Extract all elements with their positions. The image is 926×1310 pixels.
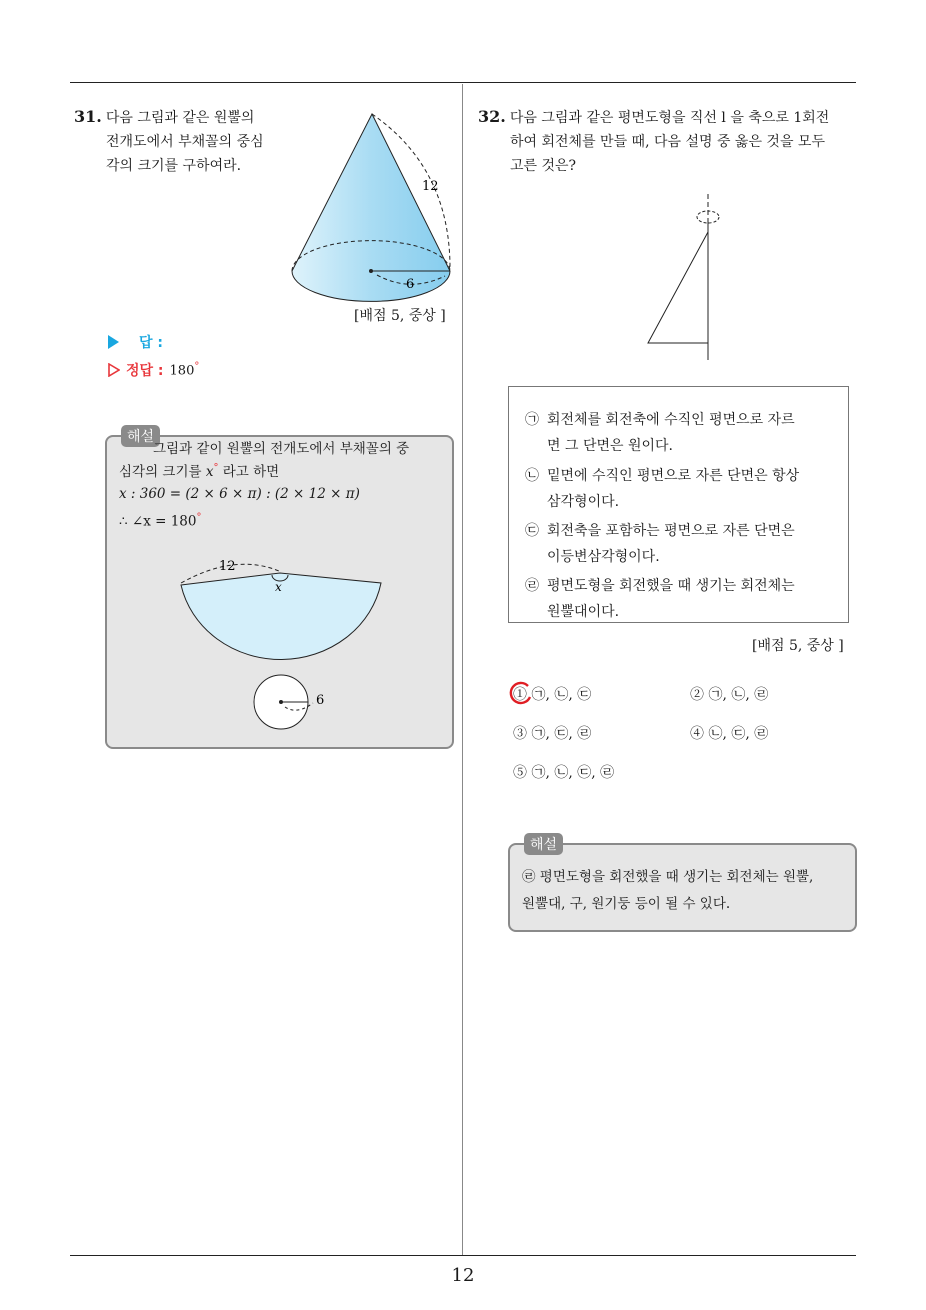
statement-box <box>508 386 849 623</box>
question-31-text-1: 다음 그림과 같은 원뿔의 <box>105 110 255 126</box>
triangle-shape <box>648 232 708 343</box>
explanation-32-line2: 원뿔대, 구, 원기둥 등이 될 수 있다. <box>522 896 731 912</box>
explanation-tag: 해설 <box>121 425 160 447</box>
explanation-tag: 해설 <box>524 833 563 855</box>
correct-triangle-icon <box>108 363 120 377</box>
question-32-text-1: 다음 그림과 같은 평면도형을 직선 l 을 축으로 1회전 <box>509 110 830 126</box>
explanation-31 <box>105 429 454 749</box>
correct-label: 정답 : <box>126 363 164 379</box>
choice-3[interactable]: ③ ㉠, ㉢, ㉣ <box>513 726 592 742</box>
base-center-dot <box>369 269 373 273</box>
cone-figure <box>285 108 465 308</box>
question-32-text-3: 고른 것은? <box>510 158 577 174</box>
base-radius-label: 6 <box>316 693 325 708</box>
question-32-text-2: 하여 회전체를 만들 때, 다음 설명 중 옳은 것을 모두 <box>510 134 825 150</box>
choice-1[interactable]: ① ㉠, ㉡, ㉢ <box>513 687 592 703</box>
statement-2: ㉡ 밑면에 수직인 평면으로 자른 단면은 항상 삼각형이다. <box>525 468 800 510</box>
question-31-number: 31. <box>74 107 102 126</box>
correct-answer-row <box>108 360 199 380</box>
choice-2[interactable]: ② ㉠, ㉡, ㉣ <box>690 687 769 703</box>
question-31-text-3: 각의 크기를 구하여라. <box>106 158 242 174</box>
top-rule <box>70 82 856 83</box>
slant-label: 12 <box>422 179 439 194</box>
answer-triangle-icon <box>108 335 119 349</box>
statement-4: ㉣ 평면도형을 회전했을 때 생기는 회전체는 원뿔대이다. <box>525 578 795 620</box>
cone-body <box>292 114 450 301</box>
question-32 <box>478 105 858 178</box>
explanation-31-line2: 심각의 크기를 x° 라고 하면 <box>119 462 280 480</box>
correct-value: 180° <box>169 361 200 379</box>
explanation-31-line3: x : 360 = (2 × 6 × π) : (2 × 12 × π) <box>119 486 360 502</box>
choice-5[interactable]: ⑤ ㉠, ㉡, ㉢, ㉣ <box>513 765 615 781</box>
question-31-line1 <box>74 105 284 130</box>
explanation-32 <box>508 837 857 932</box>
bottom-rule <box>70 1255 856 1256</box>
question-31-text-2: 전개도에서 부채꼴의 중심 <box>106 134 264 150</box>
question-32-score: [배점 5, 중상 ] <box>752 638 844 654</box>
arc-label: 12 <box>219 559 236 574</box>
answer-label: 답 : <box>139 335 163 351</box>
explanation-31-line4: ∴ ∠x = 180° <box>119 512 202 530</box>
explanation-31-line1: 그림과 같이 원뿔의 전개도에서 부채꼴의 중 <box>153 441 410 457</box>
question-31-score: [배점 5, 중상 ] <box>354 308 446 324</box>
question-31 <box>74 105 284 178</box>
question-32-number: 32. <box>478 107 506 126</box>
page-number: 12 <box>451 1265 475 1286</box>
statement-3: ㉢ 회전축을 포함하는 평면으로 자른 단면은 이등변삼각형이다. <box>525 523 795 565</box>
question-32-line1 <box>478 105 858 130</box>
answer-row <box>108 332 163 352</box>
net-figure <box>175 557 385 733</box>
angle-label: x <box>275 580 282 594</box>
choice-4[interactable]: ④ ㉡, ㉢, ㉣ <box>690 726 769 742</box>
radius-label: 6 <box>406 277 415 292</box>
statement-1: ㉠ 회전체를 회전축에 수직인 평면으로 자르 면 그 단면은 원이다. <box>525 412 795 454</box>
triangle-axis-figure <box>640 190 730 365</box>
explanation-32-line1: ㉣ 평면도형을 회전했을 때 생기는 회전체는 원뿔, <box>522 869 814 885</box>
